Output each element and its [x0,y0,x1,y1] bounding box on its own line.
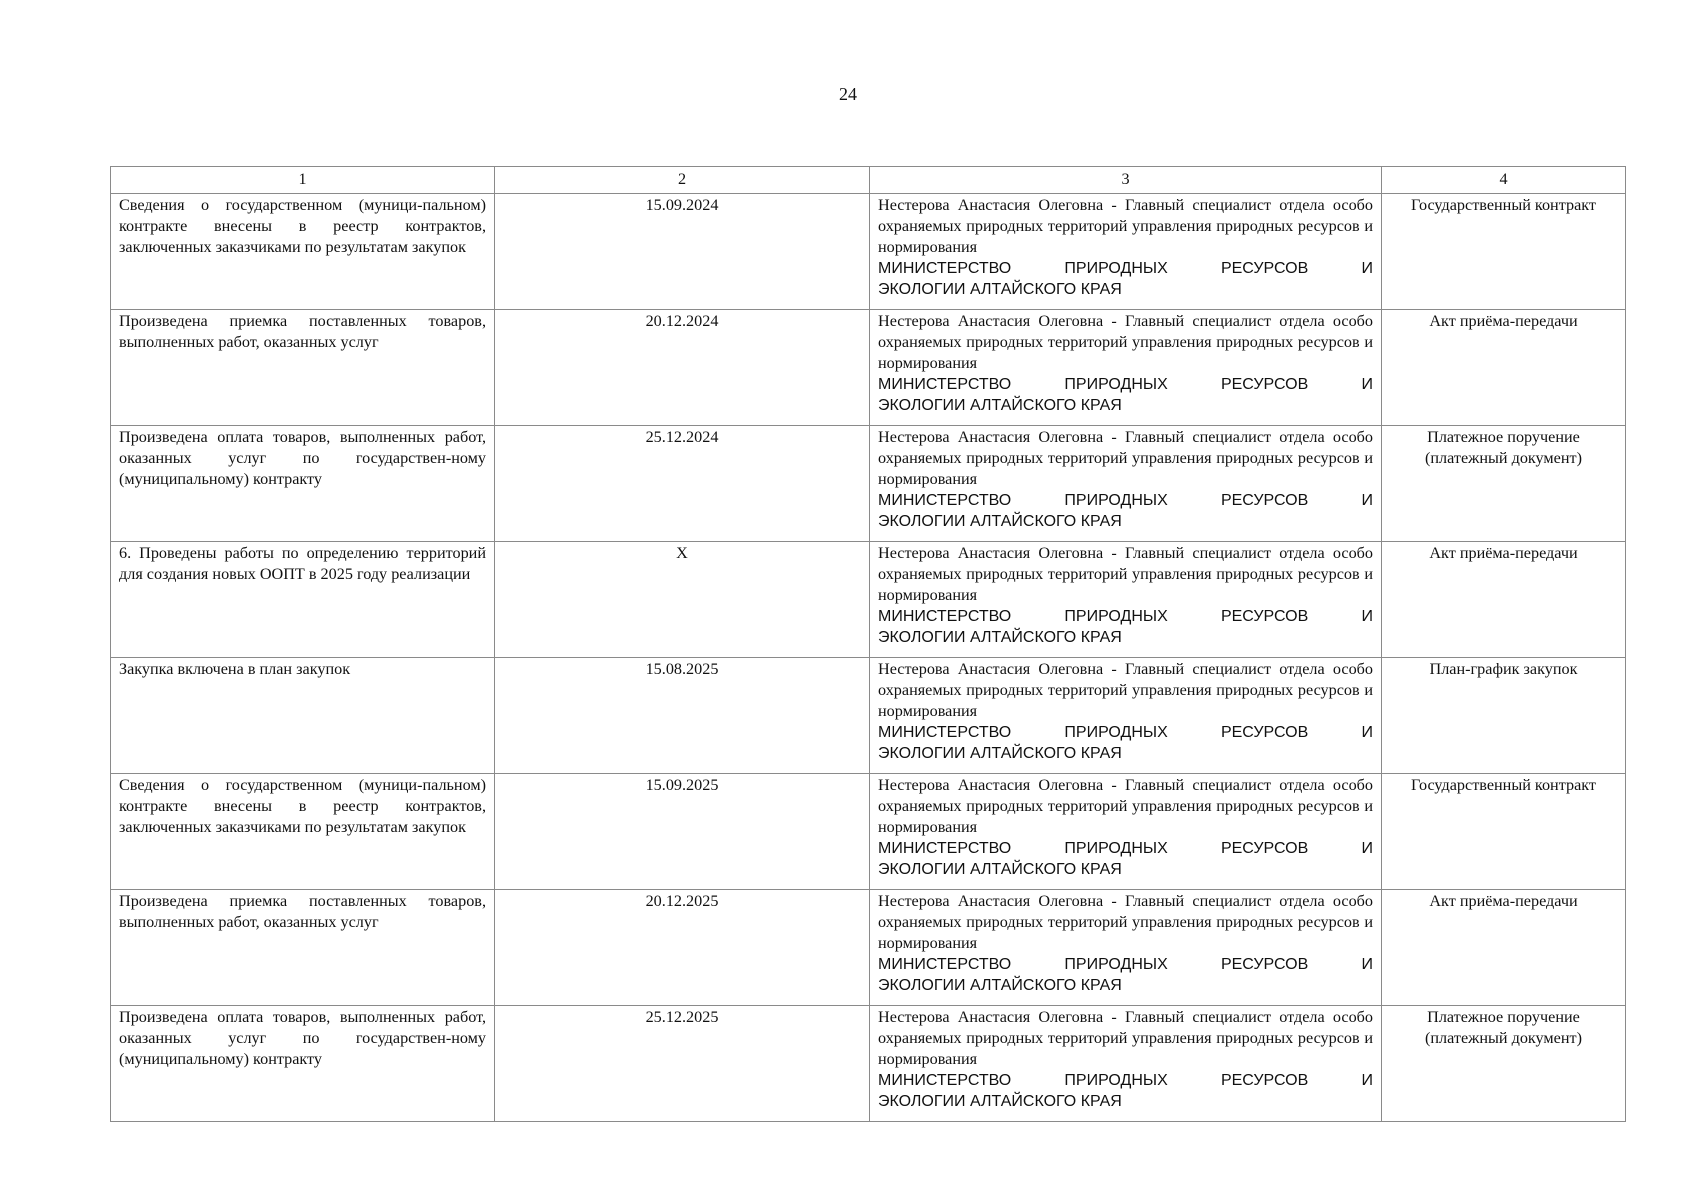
organization-line-2: ЭКОЛОГИИ АЛТАЙСКОГО КРАЯ [878,1093,1122,1110]
column-header-1: 1 [111,167,495,194]
header-row [111,167,1626,194]
document-cell: Акт приёма-передачи [1382,890,1626,1006]
responsible-cell [870,426,1382,542]
organization-line-2: ЭКОЛОГИИ АЛТАЙСКОГО КРАЯ [878,397,1122,414]
event-cell [111,1006,495,1122]
responsible-person: Нестерова Анастасия Олеговна - Главный специалист отдела особо охраняемых природных территорий управления природных ресурсов и нормирования [878,544,1373,604]
responsible-cell [870,774,1382,890]
event-cell [111,774,495,890]
event-cell [111,194,495,310]
organization-line-2: ЭКОЛОГИИ АЛТАЙСКОГО КРАЯ [878,977,1122,994]
document-cell: Платежное поручение (платежный документ) [1382,1006,1626,1122]
table-row [111,426,1626,542]
organization-line-2: ЭКОЛОГИИ АЛТАЙСКОГО КРАЯ [878,629,1122,646]
organization-line-1: МИНИСТЕРСТВО ПРИРОДНЫХ РЕСУРСОВ И [878,724,1373,741]
organization-line-2: ЭКОЛОГИИ АЛТАЙСКОГО КРАЯ [878,745,1122,762]
event-cell [111,426,495,542]
table-row [111,194,1626,310]
responsible-person: Нестерова Анастасия Олеговна - Главный специалист отдела особо охраняемых природных территорий управления природных ресурсов и нормирования [878,892,1373,952]
column-header-4: 4 [1382,167,1626,194]
document-cell: Государственный контракт [1382,774,1626,890]
organization-line-1: МИНИСТЕРСТВО ПРИРОДНЫХ РЕСУРСОВ И [878,376,1373,393]
document-cell: Акт приёма-передачи [1382,310,1626,426]
table-row [111,890,1626,1006]
date-cell: 25.12.2025 [495,1006,870,1122]
responsible-person: Нестерова Анастасия Олеговна - Главный специалист отдела особо охраняемых природных территорий управления природных ресурсов и нормирования [878,776,1373,836]
event-cell [111,890,495,1006]
organization-line-2: ЭКОЛОГИИ АЛТАЙСКОГО КРАЯ [878,861,1122,878]
table-row [111,658,1626,774]
responsible-person: Нестерова Анастасия Олеговна - Главный специалист отдела особо охраняемых природных территорий управления природных ресурсов и нормирования [878,660,1373,720]
responsible-cell [870,542,1382,658]
document-cell: План-график закупок [1382,658,1626,774]
organization-line-1: МИНИСТЕРСТВО ПРИРОДНЫХ РЕСУРСОВ И [878,956,1373,973]
responsible-cell [870,310,1382,426]
event-cell [111,542,495,658]
event-text: Произведена оплата товаров, выполненных работ, оказанных услуг по государствен-ному (муниципальному) контракту [119,428,486,488]
document-cell: Платежное поручение (платежный документ) [1382,426,1626,542]
organization-line-1: МИНИСТЕРСТВО ПРИРОДНЫХ РЕСУРСОВ И [878,608,1373,625]
table-row [111,542,1626,658]
organization-line-2: ЭКОЛОГИИ АЛТАЙСКОГО КРАЯ [878,281,1122,298]
organization-line-1: МИНИСТЕРСТВО ПРИРОДНЫХ РЕСУРСОВ И [878,492,1373,509]
event-text: Произведена приемка поставленных товаров, выполненных работ, оказанных услуг [119,892,486,931]
date-cell: 20.12.2025 [495,890,870,1006]
table-row [111,310,1626,426]
organization-line-2: ЭКОЛОГИИ АЛТАЙСКОГО КРАЯ [878,513,1122,530]
column-header-2: 2 [495,167,870,194]
responsible-person: Нестерова Анастасия Олеговна - Главный специалист отдела особо охраняемых природных территорий управления природных ресурсов и нормирования [878,312,1373,372]
table-row [111,1006,1626,1122]
responsible-cell [870,194,1382,310]
responsible-person: Нестерова Анастасия Олеговна - Главный специалист отдела особо охраняемых природных территорий управления природных ресурсов и нормирования [878,428,1373,488]
document-cell: Акт приёма-передачи [1382,542,1626,658]
event-cell [111,658,495,774]
document-cell: Государственный контракт [1382,194,1626,310]
event-text: Сведения о государственном (муници-пальном) контракте внесены в реестр контрактов, заключенных заказчиками по результатам закупок [119,196,486,256]
date-cell: Х [495,542,870,658]
page-number: 24 [839,84,857,104]
responsible-person: Нестерова Анастасия Олеговна - Главный специалист отдела особо охраняемых природных территорий управления природных ресурсов и нормирования [878,196,1373,256]
table-row [111,774,1626,890]
date-cell: 20.12.2024 [495,310,870,426]
organization-line-1: МИНИСТЕРСТВО ПРИРОДНЫХ РЕСУРСОВ И [878,840,1373,857]
column-header-3: 3 [870,167,1382,194]
responsible-cell [870,658,1382,774]
event-text: Сведения о государственном (муници-пальном) контракте внесены в реестр контрактов, заключенных заказчиками по результатам закупок [119,776,486,836]
organization-line-1: МИНИСТЕРСТВО ПРИРОДНЫХ РЕСУРСОВ И [878,260,1373,277]
organization-line-1: МИНИСТЕРСТВО ПРИРОДНЫХ РЕСУРСОВ И [878,1072,1373,1089]
event-text: Произведена приемка поставленных товаров, выполненных работ, оказанных услуг [119,312,486,351]
responsible-cell [870,1006,1382,1122]
event-cell [111,310,495,426]
date-cell: 15.09.2024 [495,194,870,310]
responsible-person: Нестерова Анастасия Олеговна - Главный специалист отдела особо охраняемых природных территорий управления природных ресурсов и нормирования [878,1008,1373,1068]
date-cell: 15.08.2025 [495,658,870,774]
plan-table [110,166,1626,1122]
event-text: 6. Проведены работы по определению территорий для создания новых ООПТ в 2025 году реализации [119,544,486,583]
event-text: Закупка включена в план закупок [119,660,351,678]
date-cell: 15.09.2025 [495,774,870,890]
responsible-cell [870,890,1382,1006]
date-cell: 25.12.2024 [495,426,870,542]
event-text: Произведена оплата товаров, выполненных работ, оказанных услуг по государствен-ному (муниципальному) контракту [119,1008,486,1068]
